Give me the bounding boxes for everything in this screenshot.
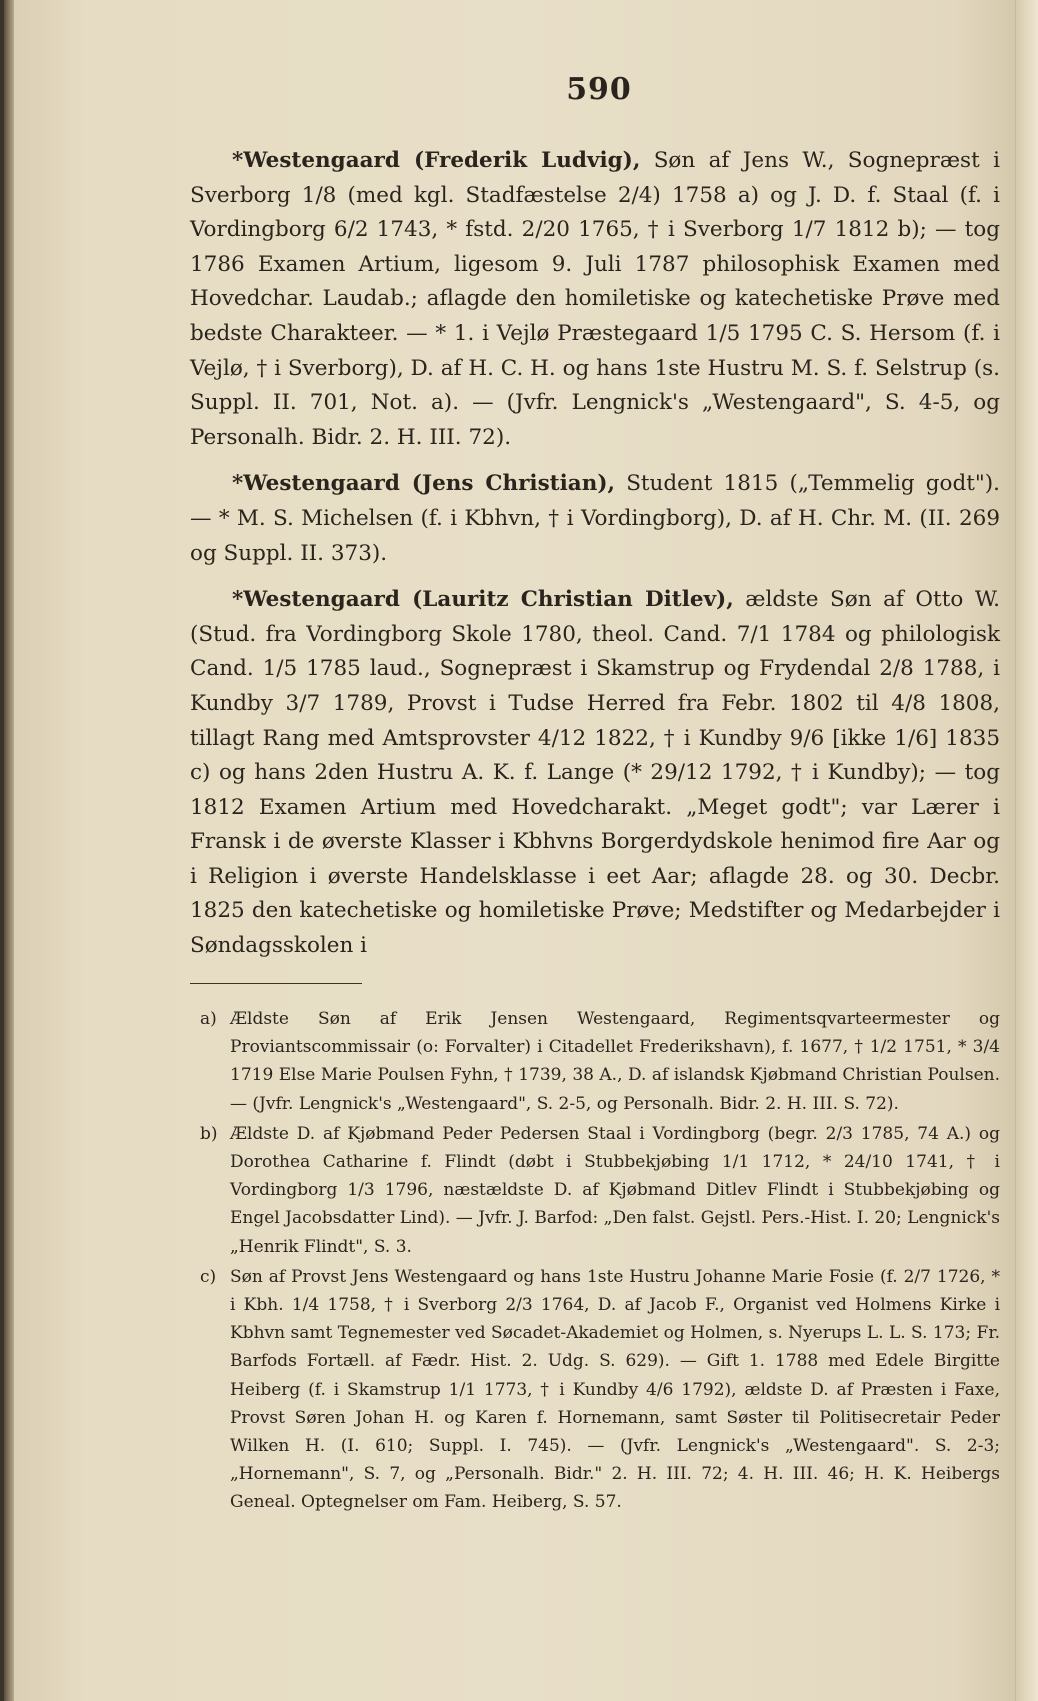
footnote-label: b): [200, 1123, 218, 1144]
binding-gutter: [4, 0, 14, 1701]
footnote-divider: [190, 983, 362, 984]
footnote-label: c): [200, 1266, 217, 1287]
entry-lauritz-christian-ditlev: [190, 583, 1000, 964]
footnote-c: [200, 1263, 1000, 1517]
entry-jens-christian: [190, 467, 1000, 571]
footnote-a: [200, 1005, 1000, 1118]
footnote-text: Søn af Provst Jens Westengaard og hans 1ste Hustru Johanne Marie Fosie (f. 2/7 1726, * i Kbh. 1/4 1758, † i Sverborg 2/3 1764, D. af Jacob F., Organist ved Holmens Kirke i Kbhvn samt Tegnemester ved Søcadet-Akademiet og Holmen, s. Nyerups L. L. S. 173; Fr. Barfods Fortæll. af Fædr. Hist. 2. Udg. S. 629). — Gift 1. 1788 med Edele Birgitte Heiberg (f. i Skamstrup 1/1 1773, † i Kundby 4/6 1792), ældste D. af Præsten i Faxe, Provst Søren Johan H. og Karen f. Hornemann, samt Søster til Politisecretair Peder Wilken H. (I. 610; Suppl. I. 745). — (Jvfr. Lengnick's „Westengaard". S. 2-3; „Hornemann", S. 7, og „Personalh. Bidr." 2. H. III. 72; 4. H. III. 46; H. K. Heibergs Geneal. Optegnelser om Fam. Heiberg, S. 57.: [230, 1266, 1000, 1513]
page-edge: [1015, 0, 1038, 1701]
entry-body: ældste Søn af Otto W. (Stud. fra Vordingborg Skole 1780, theol. Cand. 7/1 1784 og philologisk Cand. 1/5 1785 laud., Sognepræst i Skamstrup og Frydendal 2/8 1788, i Kundby 3/7 1789, Provst i Tudse Herred fra Febr. 1802 til 4/8 1808, tillagt Rang med Amtsprovster 4/12 1822, † i Kundby 9/6 [ikke 1/6] 1835 c) og hans 2den Hustru A. K. f. Lange (* 29/12 1792, † i Kundby); — tog 1812 Examen Artium med Hovedcharakt. „Meget godt"; var Lærer i Fransk i de øverste Klasser i Kbhvns Borgerdydskole henimod fire Aar og i Religion i øverste Handelsklasse i eet Aar; aflagde 28. og 30. Decbr. 1825 den katechetiske og homiletiske Prøve; Medstifter og Medarbejder i Søndagsskolen i: [190, 587, 1000, 959]
footnote-text: Ældste D. af Kjøbmand Peder Pedersen Staal i Vordingborg (begr. 2/3 1785, 74 A.) og Dorothea Catharine f. Flindt (døbt i Stubbekjøbing 1/1 1712, * 24/10 1741, † i Vordingborg 1/3 1796, næstældste D. af Kjøbmand Ditlev Flindt i Stubbekjøbing og Engel Jacobsdatter Lind). — Jvfr. J. Barfod: „Den falst. Gejstl. Pers.-Hist. I. 20; Lengnick's „Henrik Flindt", S. 3.: [230, 1123, 1000, 1257]
book-page: [4, 0, 1038, 1701]
footnotes: [200, 1005, 1000, 1519]
entry-frederik-ludvig: [190, 144, 1000, 455]
footnote-text: Ældste Søn af Erik Jensen Westengaard, Regimentsqvarteermester og Proviantscommissair (o: Forvalter) i Citadellet Frederikshavn), f. 1677, † 1/2 1751, * 3/4 1719 Else Marie Poulsen Fyhn, † 1739, 38 A., D. af islandsk Kjøbmand Christian Poulsen. — (Jvfr. Lengnick's „Westengaard", S. 2-5, og Personalh. Bidr. 2. H. III. S. 72).: [230, 1009, 1000, 1114]
footnote-b: [200, 1120, 1000, 1261]
main-text: [190, 144, 1000, 976]
entry-heading: *Westengaard (Frederik Ludvig),: [232, 148, 641, 173]
page-number: 590: [566, 72, 632, 107]
footnote-label: a): [200, 1009, 217, 1029]
entry-heading: *Westengaard (Jens Christian),: [232, 471, 615, 497]
entry-heading: *Westengaard (Lauritz Christian Ditlev),: [232, 587, 734, 613]
entry-body: Søn af Jens W., Sognepræst i Sverborg 1/8 (med kgl. Stadfæstelse 2/4) 1758 a) og J. D. f. Staal (f. i Vordingborg 6/2 1743, * fstd. 2/20 1765, † i Sverborg 1/7 1812 b); — tog 1786 Examen Artium, ligesom 9. Juli 1787 philosophisk Examen med Hovedchar. Laudab.; aflagde den homiletiske og katechetiske Prøve med bedste Charakteer. — * 1. i Vejlø Præstegaard 1/5 1795 C. S. Hersom (f. i Vejlø, † i Sverborg), D. af H. C. H. og hans 1ste Hustru M. S. f. Selstrup (s. Suppl. II. 701, Not. a). — (Jvfr. Lengnick's „Westengaard", S. 4-5, og Personalh. Bidr. 2. H. III. 72).: [190, 148, 1000, 450]
entry-body: Student 1815 („Temmelig godt"). — * M. S. Michelsen (f. i Kbhvn, † i Vordingborg), D. af H. Chr. M. (II. 269 og Suppl. II. 373).: [190, 471, 1001, 566]
